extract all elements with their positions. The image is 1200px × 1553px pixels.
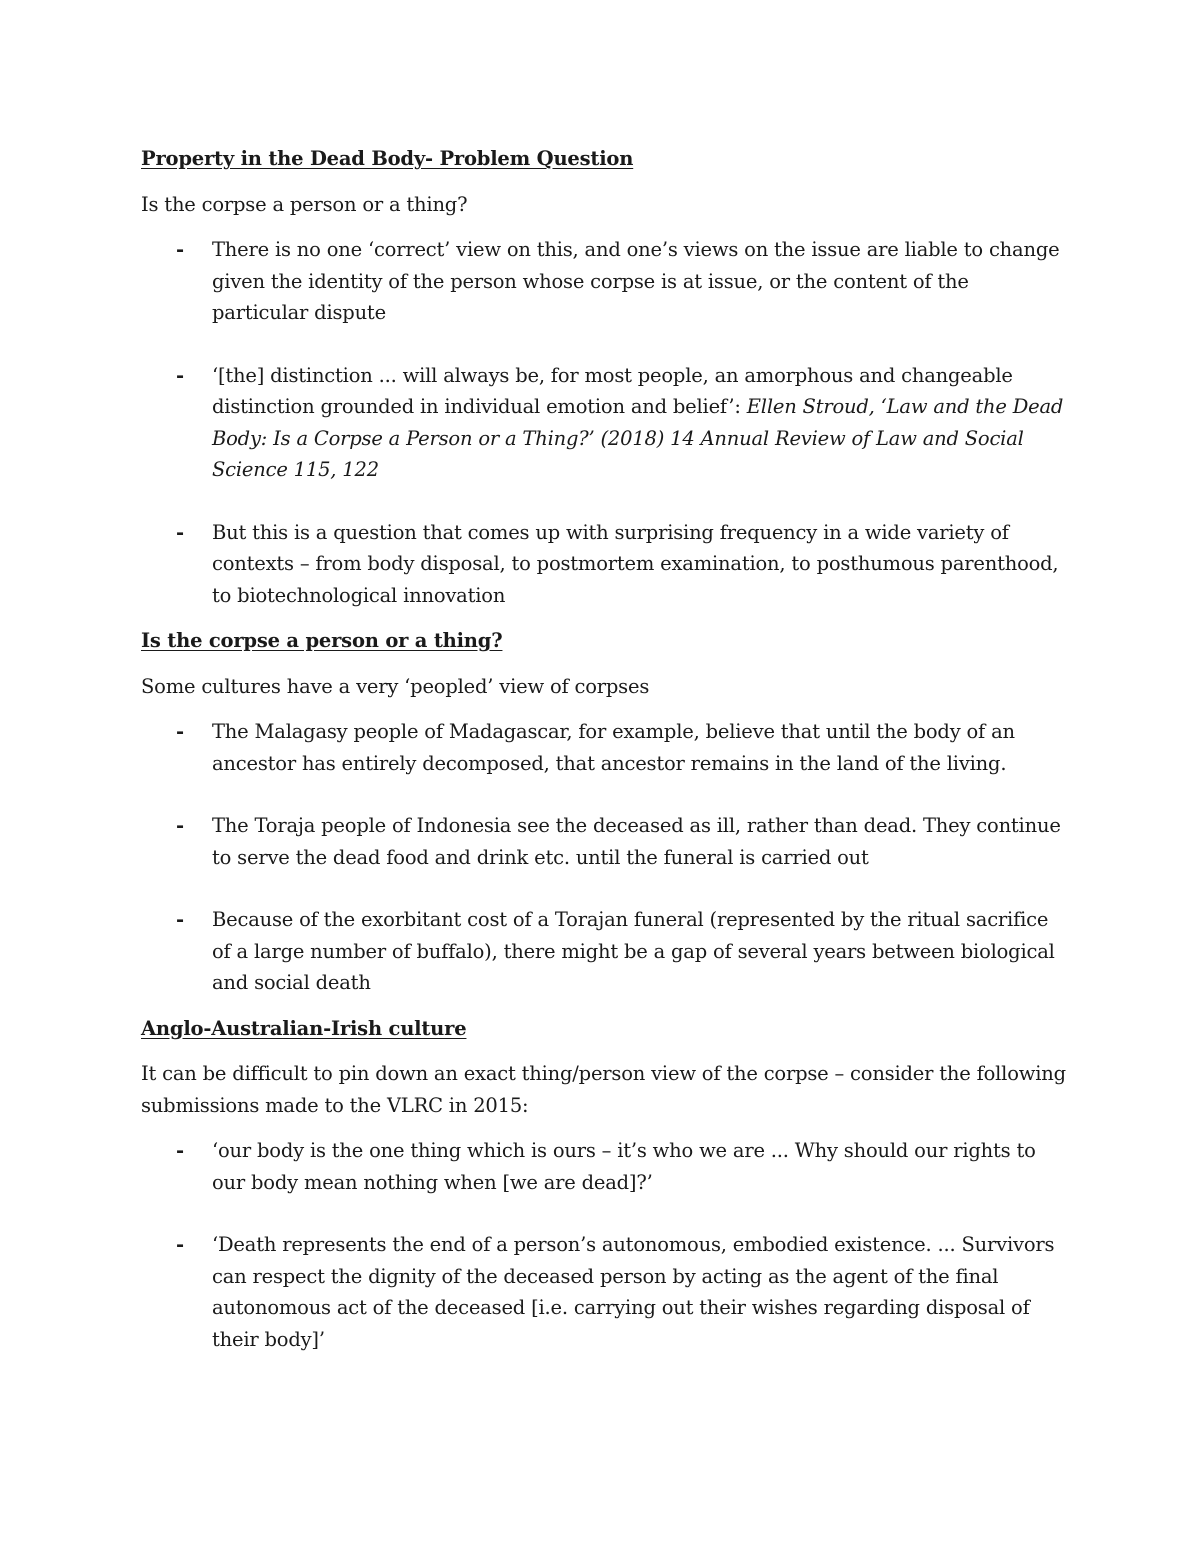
dash-marker: - — [176, 363, 184, 387]
list-item — [141, 1135, 1066, 1198]
dash-marker: - — [176, 1139, 184, 1162]
section-heading: Anglo-Australian-Irish culture — [141, 1016, 467, 1040]
bullet-list — [141, 1135, 1066, 1355]
bullet-list — [141, 234, 1066, 611]
section-heading: Is the corpse a person or a thing? — [141, 629, 503, 652]
list-item-text: But this is a question that comes up with surprising frequency in a wide variety of contexts – from body disposal, to postmortem examination, to posthumous parenthood, to biotechnological innovation — [212, 520, 1059, 607]
list-item — [141, 360, 1066, 486]
list-item — [141, 1229, 1066, 1355]
list-item-text: Because of the exorbitant cost of a Torajan funeral (represented by the ritual sacrifice of a large number of buffalo), there might be a gap of several years between biological and social death — [212, 908, 1055, 994]
section-intro: Is the corpse a person or a thing? — [141, 192, 468, 216]
dash-marker: - — [176, 908, 184, 931]
list-item — [141, 234, 1066, 329]
section-intro: Some cultures have a very ‘peopled’ view of corpses — [141, 674, 650, 698]
list-item-text: ‘Death represents the end of a person’s autonomous, embodied existence. ... Survivors can respect the dignity of the deceased person by acting as the agent of the final autonomous act of the deceased [i.e. carrying out their wishes regarding disposal of their body]’ — [212, 1233, 1055, 1351]
dash-marker: - — [176, 814, 184, 837]
dash-marker: - — [176, 520, 184, 544]
document-body — [141, 143, 1066, 1369]
list-item-text: There is no one ‘correct’ view on this, and one’s views on the issue are liable to change given the identity of the person whose corpse is at issue, or the content of the particular dispute — [212, 238, 1060, 324]
section-heading: Property in the Dead Body- Problem Question — [141, 147, 634, 170]
section-intro: It can be difficult to pin down an exact thing/person view of the corpse – consider the following submissions made to the VLRC in 2015: — [141, 1062, 1066, 1117]
dash-marker: - — [176, 238, 184, 261]
dash-marker: - — [176, 720, 184, 743]
list-item — [141, 810, 1066, 873]
list-item-text: The Toraja people of Indonesia see the deceased as ill, rather than dead. They continue to serve the dead food and drink etc. until the funeral is carried out — [212, 814, 1061, 869]
citation: Ellen Stroud, ‘Law and the Dead Body: Is a Corpse a Person or a Thing?’ (2018) 14 Annual Review of Law and Social Science 115, 122 — [212, 395, 1064, 481]
list-item-text: ‘our body is the one thing which is ours – it’s who we are ... Why should our rights to our body mean nothing when [we are dead]?’ — [212, 1139, 1036, 1194]
bullet-list — [141, 716, 1066, 999]
list-item — [141, 517, 1066, 612]
list-item-text: ‘[the] distinction ... will always be, for most people, an amorphous and changeable distinction grounded in individual emotion and belief’: — [212, 363, 1013, 418]
list-item — [141, 904, 1066, 999]
dash-marker: - — [176, 1233, 184, 1256]
list-item — [141, 716, 1066, 779]
list-item-text: The Malagasy people of Madagascar, for example, believe that until the body of an ancestor has entirely decomposed, that ancestor remains in the land of the living. — [212, 720, 1015, 775]
